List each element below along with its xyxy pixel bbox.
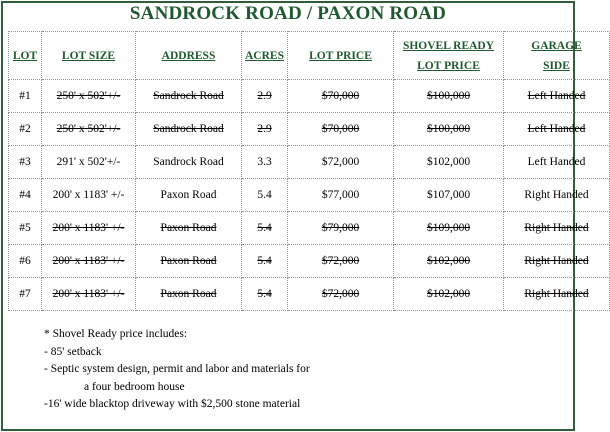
cell-acres	[242, 179, 288, 212]
cell-lot-size-text: 291' x 502'+/-	[56, 156, 121, 168]
cell-address-text: Sandrock Road	[153, 156, 224, 168]
cell-address-text: Sandrock Road	[153, 90, 224, 102]
cell-shovel-ready-price	[394, 113, 504, 146]
cell-address-text: Paxon Road	[160, 189, 217, 201]
cell-shovel-ready-price-text: $102,000	[426, 288, 471, 300]
cell-lot-price	[288, 278, 394, 311]
cell-shovel-ready-price	[394, 179, 504, 212]
cell-garage-side	[504, 179, 610, 212]
page-title: SANDROCK ROAD / PAXON ROAD	[129, 3, 447, 24]
cell-shovel-ready-price-text: $100,000	[426, 123, 471, 135]
cell-garage-side-text: Right Handed	[524, 222, 589, 234]
cell-lot-size	[42, 245, 136, 278]
notes-line-septic: - Septic system design, permit and labor and materials for	[44, 363, 310, 376]
cell-lot-price-text: $77,000	[321, 189, 360, 201]
cell-garage-side-text: Right Handed	[524, 189, 589, 201]
cell-lot-size-text: 250' x 502'+/-	[56, 90, 121, 102]
notes-heading: * Shovel Ready price includes:	[44, 328, 188, 340]
cell-lot-text: #6	[19, 255, 31, 267]
cell-lot	[9, 146, 42, 179]
cell-lot-size-text: 200' x 1183' +/-	[52, 288, 125, 300]
cell-lot	[9, 113, 42, 146]
cell-acres-text: 5.4	[257, 189, 272, 201]
cell-lot-size-text: 200' x 1183' +/-	[52, 255, 125, 267]
table-body	[9, 80, 610, 311]
cell-shovel-ready-price	[394, 245, 504, 278]
cell-acres	[242, 146, 288, 179]
cell-acres	[242, 278, 288, 311]
cell-acres-text: 5.4	[257, 255, 272, 267]
cell-shovel-ready-price-text: $107,000	[426, 189, 471, 201]
col-header-lot: LOT	[9, 32, 42, 80]
col-header-lot-size: LOT SIZE	[42, 32, 136, 80]
cell-acres	[242, 80, 288, 113]
col-header-garage-line1: GARAGE	[531, 39, 582, 52]
cell-shovel-ready-price	[394, 146, 504, 179]
table-row	[9, 80, 610, 113]
cell-lot-price-text: $72,000	[321, 255, 360, 267]
cell-shovel-ready-price-text: $100,000	[426, 90, 471, 102]
cell-address	[136, 179, 242, 212]
cell-lot	[9, 245, 42, 278]
cell-shovel-ready-price	[394, 278, 504, 311]
cell-shovel-ready-price	[394, 80, 504, 113]
cell-garage-side-text: Left Handed	[527, 156, 586, 168]
col-header-shovel-ready-line2: LOT PRICE	[417, 59, 480, 72]
cell-acres	[242, 113, 288, 146]
cell-address-text: Paxon Road	[160, 288, 217, 300]
cell-lot-price	[288, 179, 394, 212]
cell-lot-size-text: 200' x 1183' +/-	[52, 189, 125, 201]
cell-shovel-ready-price-text: $102,000	[426, 255, 471, 267]
cell-lot-price-text: $79,000	[321, 222, 360, 234]
cell-garage-side-text: Right Handed	[524, 255, 589, 267]
cell-lot-price-text: $70,000	[321, 90, 360, 102]
table-row	[9, 113, 610, 146]
table-row	[9, 179, 610, 212]
cell-address-text: Paxon Road	[160, 222, 217, 234]
cell-lot-text: #5	[19, 222, 31, 234]
cell-lot-text: #3	[19, 156, 31, 168]
notes-line-setback: - 85' setback	[44, 345, 102, 358]
col-header-acres: ACRES	[242, 32, 288, 80]
cell-lot-price-text: $72,000	[321, 156, 360, 168]
cell-lot-price	[288, 245, 394, 278]
cell-lot-text: #2	[19, 123, 31, 135]
col-header-address: ADDRESS	[136, 32, 242, 80]
cell-lot	[9, 179, 42, 212]
cell-lot-size	[42, 80, 136, 113]
cell-acres	[242, 212, 288, 245]
cell-lot-text: #7	[19, 288, 31, 300]
col-header-shovel-ready-line1: SHOVEL READY	[402, 39, 495, 52]
cell-lot-price-text: $72,000	[321, 288, 360, 300]
cell-address-text: Sandrock Road	[153, 123, 224, 135]
table-row	[9, 146, 610, 179]
cell-garage-side	[504, 113, 610, 146]
cell-lot	[9, 80, 42, 113]
cell-acres-text: 5.4	[257, 288, 272, 300]
cell-garage-side	[504, 212, 610, 245]
cell-lot-price	[288, 212, 394, 245]
table-row	[9, 245, 610, 278]
cell-garage-side	[504, 80, 610, 113]
table-row	[9, 278, 610, 311]
col-header-shovel-ready	[394, 32, 504, 80]
cell-lot-price	[288, 113, 394, 146]
cell-lot	[9, 212, 42, 245]
cell-garage-side-text: Right Handed	[524, 288, 589, 300]
cell-address	[136, 113, 242, 146]
cell-lot-size	[42, 278, 136, 311]
cell-lot-size	[42, 146, 136, 179]
notes-line-driveway: -16' wide blacktop driveway with $2,500 stone material	[44, 398, 301, 411]
lots-table	[8, 31, 610, 311]
cell-acres-text: 2.9	[257, 123, 272, 135]
cell-lot-text: #4	[19, 189, 31, 201]
cell-garage-side-text: Left Handed	[527, 123, 586, 135]
cell-lot-size	[42, 179, 136, 212]
cell-lot	[9, 278, 42, 311]
cell-garage-side	[504, 245, 610, 278]
cell-acres	[242, 245, 288, 278]
cell-garage-side	[504, 146, 610, 179]
cell-lot-price-text: $70,000	[321, 123, 360, 135]
cell-shovel-ready-price-text: $102,000	[426, 156, 471, 168]
cell-acres-text: 5.4	[257, 222, 272, 234]
col-header-garage-line2: SIDE	[543, 59, 570, 72]
cell-lot-size	[42, 212, 136, 245]
col-header-lot-price: LOT PRICE	[288, 32, 394, 80]
cell-garage-side	[504, 278, 610, 311]
cell-garage-side-text: Left Handed	[527, 90, 586, 102]
cell-lot-price	[288, 146, 394, 179]
cell-lot-size-text: 200' x 1183' +/-	[52, 222, 125, 234]
shovel-ready-notes	[44, 326, 310, 414]
cell-lot-size	[42, 113, 136, 146]
cell-shovel-ready-price-text: $109,000	[426, 222, 471, 234]
cell-lot-price	[288, 80, 394, 113]
cell-shovel-ready-price	[394, 212, 504, 245]
cell-lot-text: #1	[19, 90, 31, 102]
cell-acres-text: 3.3	[257, 156, 272, 168]
cell-address	[136, 146, 242, 179]
cell-acres-text: 2.9	[257, 90, 272, 102]
table-header-row	[9, 32, 610, 80]
cell-lot-size-text: 250' x 502'+/-	[56, 123, 121, 135]
cell-address	[136, 80, 242, 113]
col-header-garage-side	[504, 32, 610, 80]
cell-address	[136, 278, 242, 311]
table-row	[9, 212, 610, 245]
cell-address	[136, 212, 242, 245]
cell-address-text: Paxon Road	[160, 255, 217, 267]
notes-line-septic-cont: a four bedroom house	[84, 380, 185, 393]
cell-address	[136, 245, 242, 278]
